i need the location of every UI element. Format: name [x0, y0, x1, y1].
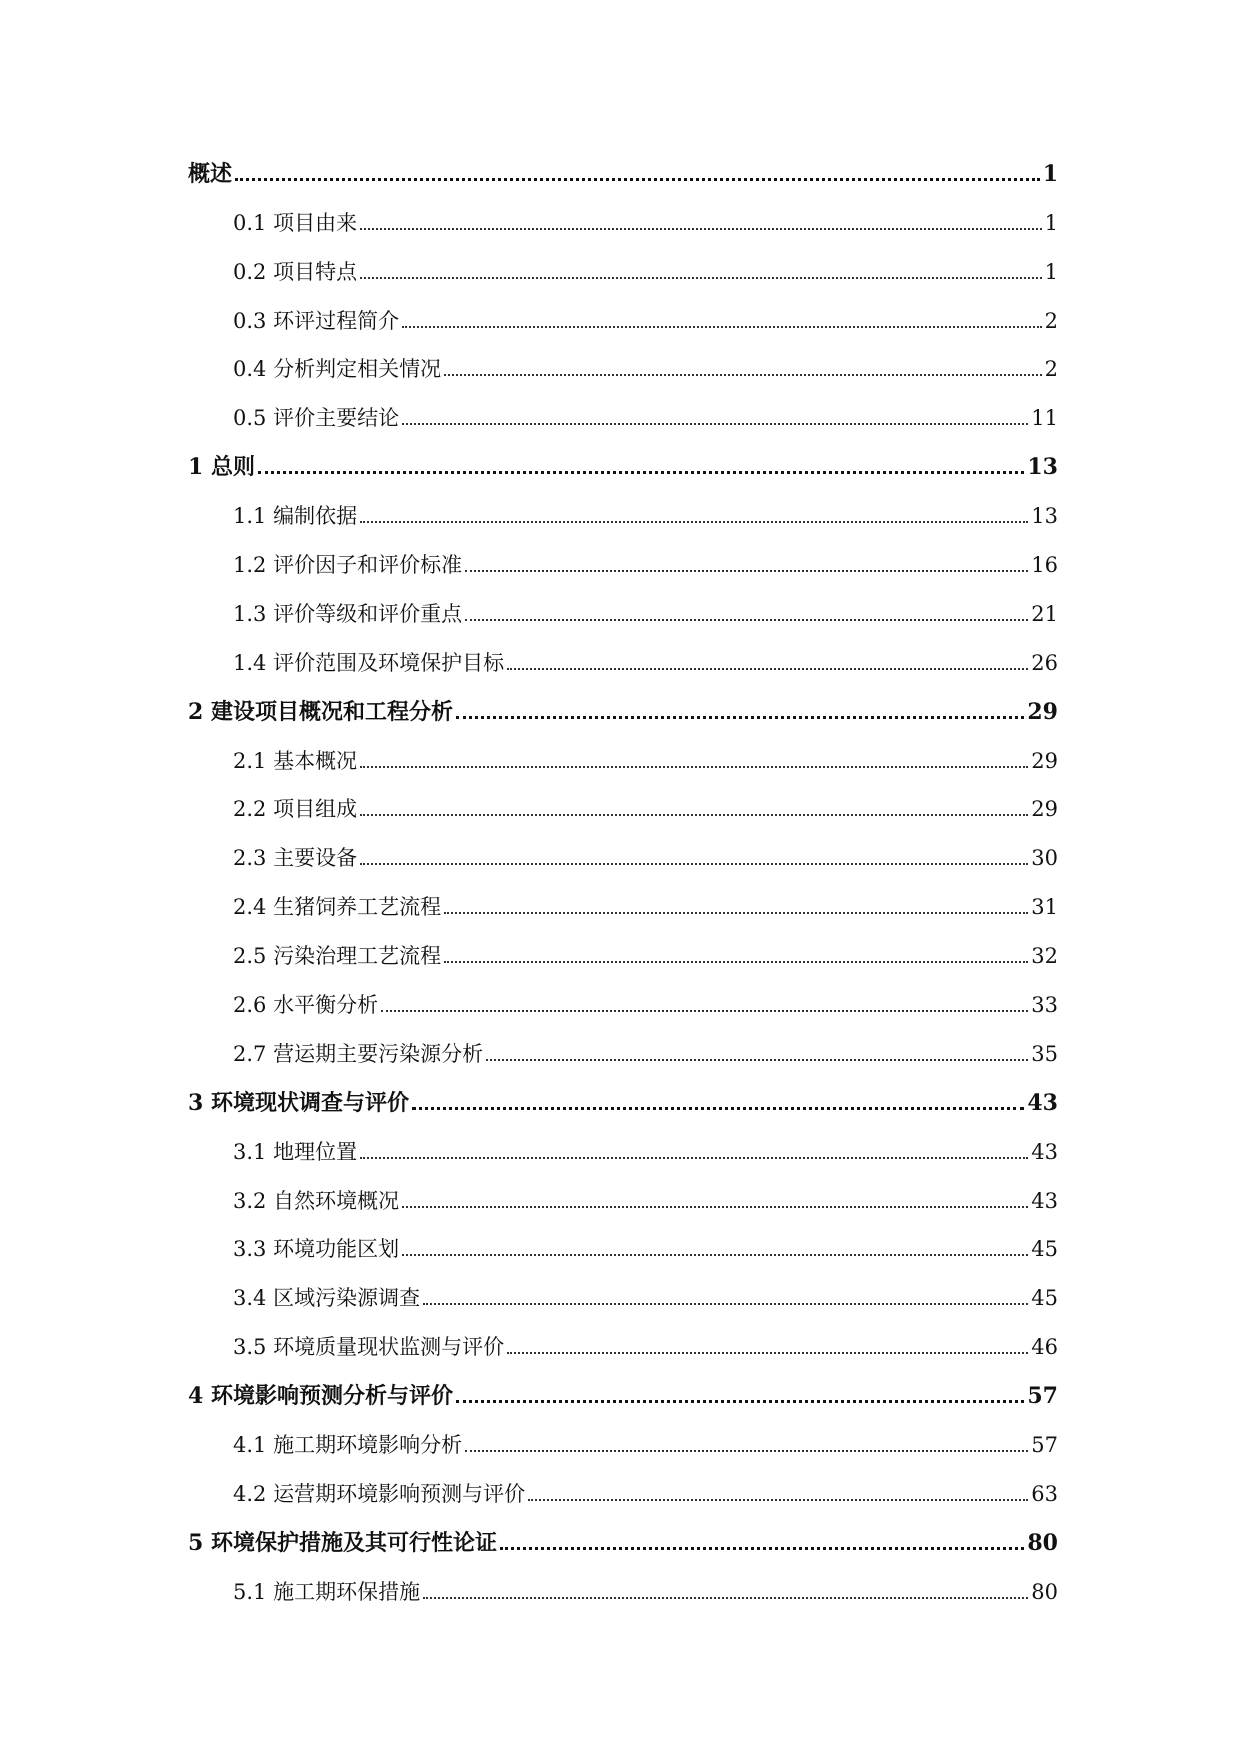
toc-dot-leader [486, 1059, 1028, 1061]
toc-entry-title: 2.6 水平衡分析 [233, 993, 379, 1018]
toc-dot-leader [444, 374, 1042, 376]
toc-entry-page-number: 43 [1031, 1188, 1058, 1213]
toc-entry-title: 3.4 区域污染源调查 [233, 1286, 421, 1311]
toc-entry-page-number: 13 [1027, 454, 1058, 481]
toc-entry-page-number: 2 [1044, 308, 1058, 333]
toc-dot-leader [444, 961, 1028, 963]
toc-dot-leader [444, 912, 1028, 914]
toc-dot-leader [235, 178, 1040, 181]
toc-dot-leader [456, 716, 1024, 719]
toc-entry-page-number: 1 [1044, 210, 1058, 235]
toc-entry-page-number: 29 [1031, 748, 1058, 773]
toc-dot-leader [507, 1352, 1028, 1354]
toc-entry-page-number: 43 [1031, 1139, 1058, 1164]
toc-section-entry[interactable] [188, 1224, 1058, 1273]
toc-entry-title: 3.3 环境功能区划 [233, 1237, 400, 1262]
toc-section-entry[interactable] [188, 344, 1058, 393]
toc-entry-page-number: 45 [1031, 1237, 1058, 1262]
toc-entry-page-number: 30 [1031, 846, 1058, 871]
toc-entry-page-number: 80 [1027, 1529, 1058, 1556]
toc-entry-page-number: 57 [1027, 1383, 1058, 1410]
toc-section-entry[interactable] [188, 588, 1058, 637]
toc-section-entry[interactable] [188, 1468, 1058, 1517]
toc-section-entry[interactable] [188, 1419, 1058, 1468]
toc-section-entry[interactable] [188, 1272, 1058, 1321]
toc-section-entry[interactable] [188, 637, 1058, 686]
toc-section-entry[interactable] [188, 1566, 1058, 1615]
toc-entry-title: 3.2 自然环境概况 [233, 1188, 400, 1213]
toc-entry-title: 1.3 评价等级和评价重点 [233, 601, 463, 626]
toc-entry-page-number: 29 [1031, 797, 1058, 822]
toc-chapter-entry[interactable] [188, 1077, 1058, 1126]
toc-section-entry[interactable] [188, 392, 1058, 441]
toc-entry-title: 概述 [188, 160, 233, 187]
toc-dot-leader [360, 521, 1028, 523]
toc-chapter-entry[interactable] [188, 148, 1058, 197]
toc-entry-page-number: 1 [1044, 259, 1058, 284]
toc-entry-title: 4.2 运营期环境影响预测与评价 [233, 1481, 526, 1506]
toc-section-entry[interactable] [188, 832, 1058, 881]
toc-chapter-entry[interactable] [188, 441, 1058, 490]
toc-section-entry[interactable] [188, 246, 1058, 295]
toc-dot-leader [465, 619, 1028, 621]
toc-dot-leader [507, 668, 1028, 670]
toc-entry-title: 0.4 分析判定相关情况 [233, 357, 442, 382]
toc-section-entry[interactable] [188, 881, 1058, 930]
toc-dot-leader [500, 1547, 1024, 1550]
toc-entry-page-number: 35 [1031, 1041, 1058, 1066]
toc-entry-title: 3.1 地理位置 [233, 1139, 358, 1164]
toc-entry-page-number: 21 [1031, 601, 1058, 626]
toc-entry-title: 1.1 编制依据 [233, 504, 358, 529]
toc-entry-title: 2.3 主要设备 [233, 846, 358, 871]
toc-entry-page-number: 43 [1027, 1089, 1058, 1116]
toc-entry-title: 2.7 营运期主要污染源分析 [233, 1041, 484, 1066]
toc-entry-page-number: 63 [1031, 1481, 1058, 1506]
toc-entry-page-number: 31 [1031, 895, 1058, 920]
toc-section-entry[interactable] [188, 539, 1058, 588]
toc-entry-page-number: 45 [1031, 1286, 1058, 1311]
toc-section-entry[interactable] [188, 784, 1058, 833]
toc-dot-leader [402, 423, 1028, 425]
toc-section-entry[interactable] [188, 930, 1058, 979]
toc-chapter-entry[interactable] [188, 1517, 1058, 1566]
toc-entry-page-number: 33 [1031, 993, 1058, 1018]
toc-dot-leader [402, 1254, 1028, 1256]
toc-entry-title: 2.5 污染治理工艺流程 [233, 944, 442, 969]
toc-section-entry[interactable] [188, 490, 1058, 539]
toc-chapter-entry[interactable] [188, 686, 1058, 735]
toc-dot-leader [381, 1010, 1028, 1012]
toc-dot-leader [360, 814, 1028, 816]
toc-dot-leader [360, 1157, 1028, 1159]
toc-entry-title: 0.2 项目特点 [233, 259, 358, 284]
toc-dot-leader [360, 863, 1028, 865]
toc-entry-title: 5 环境保护措施及其可行性论证 [188, 1529, 497, 1556]
toc-entry-title: 2 建设项目概况和工程分析 [188, 698, 453, 725]
toc-dot-leader [423, 1303, 1028, 1305]
toc-dot-leader [402, 326, 1042, 328]
toc-dot-leader [423, 1597, 1028, 1599]
toc-entry-title: 0.5 评价主要结论 [233, 406, 400, 431]
toc-section-entry[interactable] [188, 979, 1058, 1028]
toc-entry-page-number: 13 [1031, 504, 1058, 529]
toc-dot-leader [360, 228, 1042, 230]
toc-dot-leader [258, 471, 1024, 474]
toc-dot-leader [402, 1206, 1028, 1208]
toc-dot-leader [528, 1499, 1028, 1501]
toc-dot-leader [465, 1450, 1028, 1452]
toc-entry-title: 5.1 施工期环保措施 [233, 1579, 421, 1604]
toc-entry-page-number: 16 [1031, 553, 1058, 578]
toc-dot-leader [456, 1400, 1024, 1403]
toc-entry-page-number: 1 [1042, 160, 1058, 187]
toc-dot-leader [412, 1107, 1024, 1110]
toc-entry-page-number: 32 [1031, 944, 1058, 969]
toc-entry-page-number: 11 [1031, 406, 1058, 431]
toc-dot-leader [360, 277, 1042, 279]
toc-entry-title: 2.2 项目组成 [233, 797, 358, 822]
toc-entry-title: 0.1 项目由来 [233, 210, 358, 235]
toc-entry-page-number: 46 [1031, 1335, 1058, 1360]
toc-entry-title: 1.4 评价范围及环境保护目标 [233, 650, 505, 675]
toc-section-entry[interactable] [188, 1175, 1058, 1224]
toc-entry-title: 3 环境现状调查与评价 [188, 1089, 409, 1116]
toc-section-entry[interactable] [188, 295, 1058, 344]
toc-section-entry[interactable] [188, 1126, 1058, 1175]
toc-entry-title: 2.1 基本概况 [233, 748, 358, 773]
toc-entry-title: 1 总则 [188, 454, 255, 481]
toc-dot-leader [465, 570, 1028, 572]
toc-section-entry[interactable] [188, 197, 1058, 246]
toc-section-entry[interactable] [188, 1321, 1058, 1370]
toc-entry-page-number: 80 [1031, 1579, 1058, 1604]
toc-entry-title: 3.5 环境质量现状监测与评价 [233, 1335, 505, 1360]
table-of-contents [188, 148, 1058, 1615]
toc-section-entry[interactable] [188, 735, 1058, 784]
toc-chapter-entry[interactable] [188, 1370, 1058, 1419]
toc-entry-title: 0.3 环评过程简介 [233, 308, 400, 333]
toc-section-entry[interactable] [188, 1028, 1058, 1077]
toc-entry-title: 4.1 施工期环境影响分析 [233, 1433, 463, 1458]
toc-dot-leader [360, 766, 1028, 768]
toc-entry-page-number: 26 [1031, 650, 1058, 675]
toc-entry-title: 2.4 生猪饲养工艺流程 [233, 895, 442, 920]
toc-entry-page-number: 2 [1044, 357, 1058, 382]
toc-entry-title: 4 环境影响预测分析与评价 [188, 1383, 453, 1410]
toc-entry-title: 1.2 评价因子和评价标准 [233, 553, 463, 578]
toc-entry-page-number: 57 [1031, 1433, 1058, 1458]
toc-entry-page-number: 29 [1027, 698, 1058, 725]
